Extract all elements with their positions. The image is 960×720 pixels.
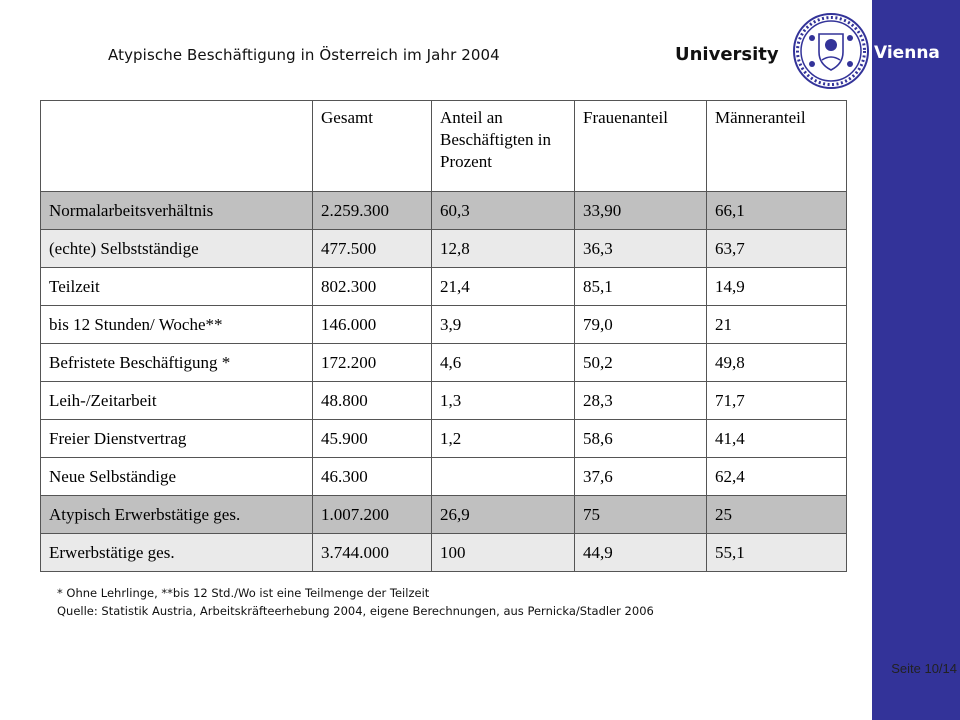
header-cell: Anteil an Beschäftigten in Prozent xyxy=(432,101,575,192)
table-cell: 60,3 xyxy=(432,192,575,230)
table-cell: 100 xyxy=(432,534,575,572)
table-cell: 46.300 xyxy=(313,458,432,496)
table-cell: 66,1 xyxy=(707,192,847,230)
table-row xyxy=(41,458,847,496)
table-cell: 25 xyxy=(707,496,847,534)
table-cell: 58,6 xyxy=(575,420,707,458)
table-cell: 75 xyxy=(575,496,707,534)
table-row xyxy=(41,344,847,382)
table-cell: 1,3 xyxy=(432,382,575,420)
table-row xyxy=(41,192,847,230)
table-cell: 50,2 xyxy=(575,344,707,382)
table-cell: 21 xyxy=(707,306,847,344)
table-cell: 79,0 xyxy=(575,306,707,344)
header-cell: Frauenanteil xyxy=(575,101,707,192)
table-cell: 33,90 xyxy=(575,192,707,230)
table-cell: Normalarbeitsverhältnis xyxy=(41,192,313,230)
table-header-row xyxy=(41,101,847,192)
table-row xyxy=(41,420,847,458)
right-sidebar-band xyxy=(872,0,960,720)
university-seal-icon xyxy=(792,12,870,90)
table-cell: Freier Dienstvertrag xyxy=(41,420,313,458)
table-cell: 85,1 xyxy=(575,268,707,306)
table-row xyxy=(41,496,847,534)
table-cell: 41,4 xyxy=(707,420,847,458)
table-cell: 3,9 xyxy=(432,306,575,344)
table-cell: 172.200 xyxy=(313,344,432,382)
header-cell: Gesamt xyxy=(313,101,432,192)
table-cell: 12,8 xyxy=(432,230,575,268)
table-cell: 3.744.000 xyxy=(313,534,432,572)
table-cell: 21,4 xyxy=(432,268,575,306)
table-cell: 1.007.200 xyxy=(313,496,432,534)
brand-vienna: Vienna xyxy=(874,43,940,63)
table-cell: 48.800 xyxy=(313,382,432,420)
table-cell: 71,7 xyxy=(707,382,847,420)
page-number: Seite 10/14 xyxy=(891,661,957,676)
table-cell: 14,9 xyxy=(707,268,847,306)
table-cell: Neue Selbständige xyxy=(41,458,313,496)
header-cell: Männeranteil xyxy=(707,101,847,192)
footnote-line: * Ohne Lehrlinge, **bis 12 Std./Wo ist eine Teilmenge der Teilzeit xyxy=(57,586,430,600)
table-cell: Teilzeit xyxy=(41,268,313,306)
table-cell: Erwerbstätige ges. xyxy=(41,534,313,572)
brand-university: University xyxy=(675,44,779,65)
header-cell xyxy=(41,101,313,192)
table-cell: 28,3 xyxy=(575,382,707,420)
table-cell: 1,2 xyxy=(432,420,575,458)
table-row xyxy=(41,534,847,572)
table-cell: 37,6 xyxy=(575,458,707,496)
table-row xyxy=(41,230,847,268)
table-cell: 55,1 xyxy=(707,534,847,572)
table-cell: 49,8 xyxy=(707,344,847,382)
table-cell: (echte) Selbstständige xyxy=(41,230,313,268)
table-cell xyxy=(432,458,575,496)
employment-table xyxy=(40,100,847,572)
table-cell: 26,9 xyxy=(432,496,575,534)
source-line: Quelle: Statistik Austria, Arbeitskräfteerhebung 2004, eigene Berechnungen, aus Pernicka/Stadler 2006 xyxy=(57,604,654,618)
table-cell: 62,4 xyxy=(707,458,847,496)
table-cell: 477.500 xyxy=(313,230,432,268)
table-cell: 36,3 xyxy=(575,230,707,268)
table-row xyxy=(41,382,847,420)
table-cell: 146.000 xyxy=(313,306,432,344)
table-cell: 2.259.300 xyxy=(313,192,432,230)
footnote-block xyxy=(57,584,654,620)
table-row xyxy=(41,268,847,306)
table-cell: Atypisch Erwerbstätige ges. xyxy=(41,496,313,534)
table-cell: 63,7 xyxy=(707,230,847,268)
table-cell: 44,9 xyxy=(575,534,707,572)
table-cell: Befristete Beschäftigung * xyxy=(41,344,313,382)
table-cell: Leih-/Zeitarbeit xyxy=(41,382,313,420)
table-cell: 802.300 xyxy=(313,268,432,306)
table-cell: bis 12 Stunden/ Woche** xyxy=(41,306,313,344)
table-row xyxy=(41,306,847,344)
slide-title: Atypische Beschäftigung in Österreich im Jahr 2004 xyxy=(108,46,500,64)
table-cell: 4,6 xyxy=(432,344,575,382)
table-cell: 45.900 xyxy=(313,420,432,458)
